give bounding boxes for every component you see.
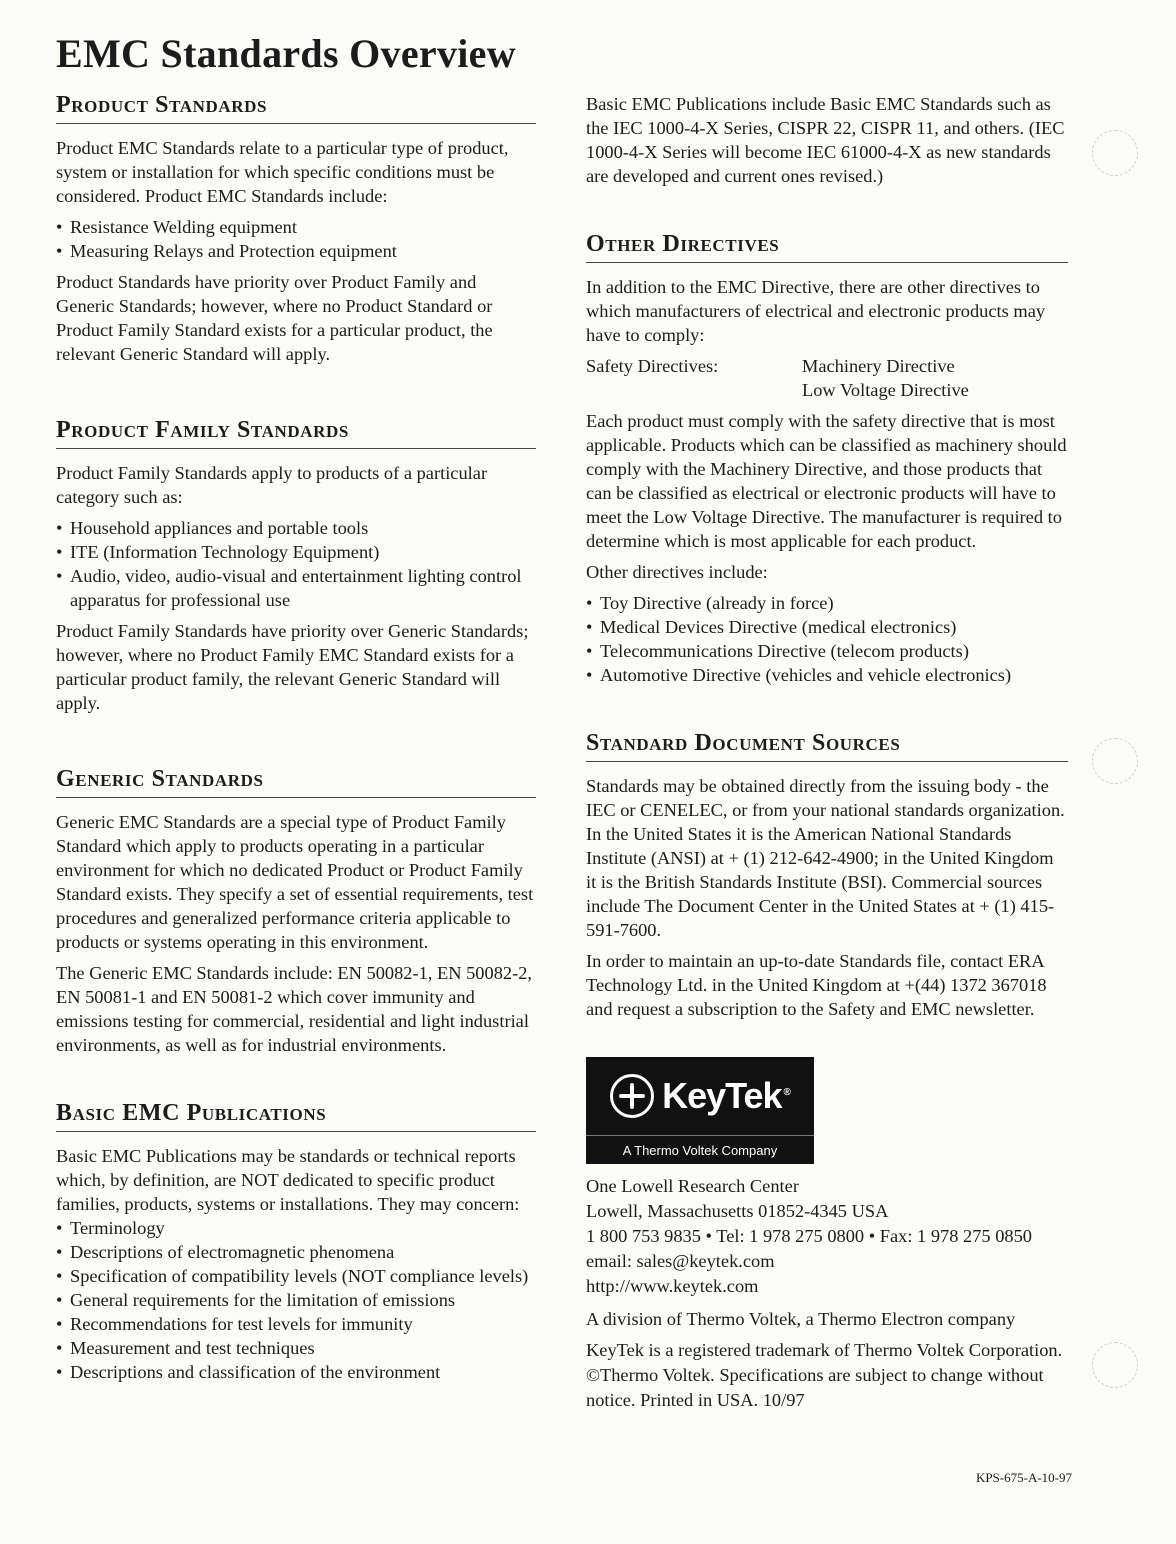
address-line: One Lowell Research Center [586,1176,799,1196]
list-item: • Measurement and test techniques [56,1338,315,1358]
section-heading: Product Family Standards [56,417,536,449]
address-line: Lowell, Massachusetts 01852-4345 USA [586,1201,889,1221]
bullet-list [56,1216,536,1384]
list-item: • Resistance Welding equipment [56,217,297,237]
page-title: EMC Standards Overview [56,31,516,76]
section-heading: Generic Standards [56,766,536,798]
left-column [56,92,536,1391]
paragraph: Product Family Standards have priority over Generic Standards; however, where no Product Family EMC Standard exists for a particular product family, the relevant Generic Standard will apply. [56,621,529,713]
list-item: • General requirements for the limitation of emissions [56,1290,456,1310]
safety-directives-row [586,354,1068,378]
keytek-emblem-icon [610,1074,654,1118]
list-item: • Toy Directive (already in force) [586,593,834,613]
paragraph: Product EMC Standards relate to a particular type of product, system or installation for which specific conditions must be considered. Product EMC Standards include: [56,138,509,206]
basic-emc-publications-section [56,1100,536,1384]
safety-directives-row [586,378,1068,402]
logo-tagline: A Thermo Voltek Company [586,1135,814,1164]
binder-hole-icon [1092,1342,1138,1388]
binder-hole-icon [1092,130,1138,176]
list-item: • ITE (Information Technology Equipment) [56,542,380,562]
list-item: • Specification of compatibility levels (NOT compliance levels) [56,1266,529,1286]
section-heading: Other Directives [586,231,1068,263]
list-item: • Telecommunications Directive (telecom products) [586,641,969,661]
paragraph: Basic EMC Publications may be standards or technical reports which, by definition, are NOT dedicated to specific product families, products, systems or installations. They may concern: [56,1146,520,1214]
list-item: • Automotive Directive (vehicles and vehicle electronics) [586,665,1012,685]
paragraph: Product Standards have priority over Product Family and Generic Standards; however, where no Product Standard or Product Family Standard exists for a particular product, the relevant Generic Standard will apply. [56,272,493,364]
bullet-list [56,215,536,263]
list-item: • Medical Devices Directive (medical electronics) [586,617,957,637]
logo-name: KeyTek ® [662,1075,790,1116]
paragraph: Each product must comply with the safety directive that is most applicable. Products which can be classified as machinery should comply with the Machinery Directive, and those products that can be classified as electrical or electronic products will have to meet the Low Voltage Directive. The manufacturer is required to determine which is most applicable for each product. [586,411,1067,551]
list-item: • Terminology [56,1218,165,1238]
paragraph: Standards may be obtained directly from the issuing body - the IEC or CENELEC, or from your national standards organization. In the United States it is the American National Standards Institute (ANSI) at + (1) 212-642-4900; in the United Kingdom it is the British Standards Institute (BSI). Commercial sources include The Document Center in the United States at + (1) 415-591-7600. [586,776,1065,940]
list-item: • Recommendations for test levels for immunity [56,1314,413,1334]
paragraph: Other directives include: [586,562,768,582]
right-column [586,92,1068,1413]
product-family-standards-section [56,417,536,715]
paragraph: Generic EMC Standards are a special type of Product Family Standard which apply to products operating in a particular environment for which no dedicated Product or Product Family Standard exists. They specify a set of essential requirements, test procedures and generalized performance criteria applicable to products or systems operating in this environment. [56,812,534,952]
bullet-list [56,516,536,612]
section-heading: Standard Document Sources [586,730,1068,762]
keytek-logo [586,1057,814,1164]
bullet-list [586,591,1068,687]
list-item: • Household appliances and portable tools [56,518,369,538]
paragraph: The Generic EMC Standards include: EN 50082-1, EN 50082-2, EN 50081-1 and EN 50081-2 which cover immunity and emissions testing for commercial, residential and light industrial environments, as well as for industrial environments. [56,963,533,1055]
binder-hole-icon [1092,738,1138,784]
product-standards-section [56,92,536,366]
other-directives-section [586,231,1068,687]
safety-directives-label: Safety Directives: [586,356,719,376]
safety-directive-value: Machinery Directive [802,356,955,376]
division-line: A division of Thermo Voltek, a Thermo Electron company [586,1309,1016,1329]
list-item: • Descriptions of electromagnetic phenomena [56,1242,395,1262]
list-item: • Descriptions and classification of the environment [56,1362,441,1382]
list-item: • Measuring Relays and Protection equipment [56,241,397,261]
paragraph: In addition to the EMC Directive, there are other directives to which manufacturers of electrical and electronic products may have to comply: [586,277,1046,345]
paragraph: Product Family Standards apply to products of a particular category such as: [56,463,488,507]
safety-directive-value: Low Voltage Directive [802,380,969,400]
document-number: KPS-675-A-10-97 [975,1470,1072,1485]
paragraph: In order to maintain an up-to-date Standards file, contact ERA Technology Ltd. in the United Kingdom at +(44) 1372 367018 and request a subscription to the Safety and EMC newsletter. [586,951,1047,1019]
section-heading: Product Standards [56,92,536,124]
contact-block [586,1174,1068,1413]
email-link[interactable]: email: sales@keytek.com [586,1251,775,1271]
website-link[interactable]: http://www.keytek.com [586,1276,759,1296]
standard-document-sources-section [586,730,1068,1021]
generic-standards-section [56,766,536,1057]
list-item: • Audio, video, audio-visual and entertainment lighting control apparatus for professional use [56,566,522,610]
basic-emc-continued-paragraph: Basic EMC Publications include Basic EMC Standards such as the IEC 1000-4-X Series, CISPR 22, CISPR 11, and others. (IEC 1000-4-X Series will become IEC 61000-4-X as new standards are developed and current ones revised.) [586,94,1065,186]
fine-print: KeyTek is a registered trademark of Thermo Voltek Corporation. ©Thermo Voltek. Specifications are subject to change without notice. Printed in USA. 10/97 [586,1340,1063,1410]
phone-line: 1 800 753 9835 • Tel: 1 978 275 0800 • Fax: 1 978 275 0850 [586,1226,1032,1246]
section-heading: Basic EMC Publications [56,1100,536,1132]
